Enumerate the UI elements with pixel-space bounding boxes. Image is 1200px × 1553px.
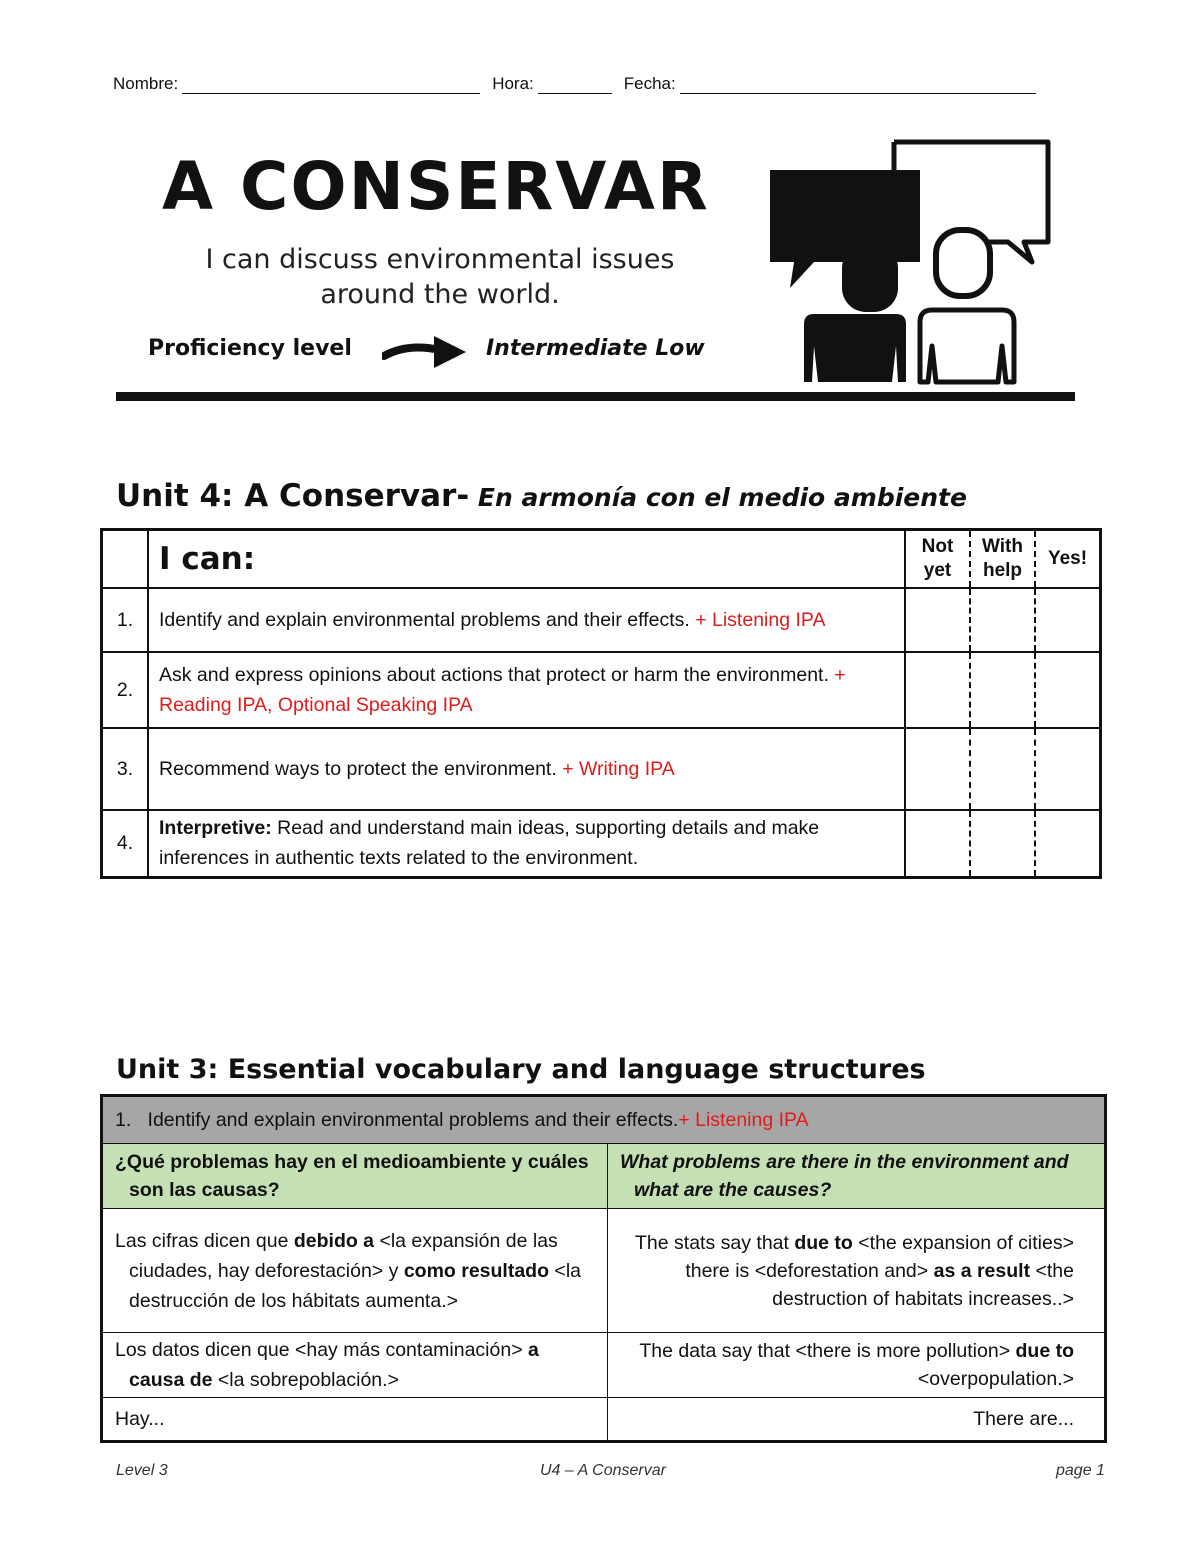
- not-yet-line-1: Not: [921, 535, 954, 557]
- unit4-title: [116, 478, 967, 514]
- not-yet-checkbox[interactable]: [905, 810, 970, 878]
- text-fragment: <la destrucción de los hábitats aumenta.>: [129, 1259, 581, 1312]
- with-help-line-2: help: [982, 559, 1023, 581]
- arrow-right-icon: [382, 332, 468, 372]
- can-do-line-2: around the world.: [320, 279, 560, 310]
- name-label: Nombre:: [113, 74, 179, 93]
- header-num-cell: [102, 530, 149, 588]
- text-fragment: Los datos dicen que <hay más contaminación>: [115, 1339, 529, 1361]
- not-yet-checkbox[interactable]: [905, 728, 970, 810]
- key-phrase: como resultado: [403, 1259, 550, 1282]
- hour-blank[interactable]: [538, 75, 612, 94]
- yes-checkbox[interactable]: [1035, 588, 1101, 652]
- spanish-sentence: [102, 1333, 608, 1398]
- goal-statement: Read and understand main ideas, supporting details and make inferences in authentic texts related to the environment.: [159, 817, 820, 870]
- section-text: Identify and explain environmental problems and their effects.: [147, 1109, 679, 1131]
- yes-checkbox[interactable]: [1035, 728, 1101, 810]
- not-yet-checkbox[interactable]: [905, 588, 970, 652]
- text-fragment: <the expansion of cities> there is <deforestation and>: [685, 1231, 1074, 1282]
- name-blank[interactable]: [182, 75, 480, 94]
- section-assessment-note: + Listening IPA: [678, 1109, 809, 1131]
- can-do-line-1: I can discuss environmental issues: [205, 244, 675, 275]
- with-help-checkbox[interactable]: [970, 588, 1035, 652]
- yes-checkbox[interactable]: [1035, 652, 1101, 728]
- goal-text: [148, 810, 905, 878]
- proficiency-label: Proficiency level: [148, 336, 352, 361]
- hour-label: Hora:: [492, 74, 534, 93]
- with-help-checkbox[interactable]: [970, 728, 1035, 810]
- key-phrase: as a result: [933, 1259, 1031, 1282]
- can-do-statement: [150, 242, 730, 312]
- row-number: 2.: [102, 652, 149, 728]
- key-phrase: a causa de: [129, 1339, 539, 1391]
- question-english: [608, 1144, 1106, 1209]
- assessment-note: + Listening IPA: [695, 608, 826, 631]
- text-fragment: The stats say that: [635, 1231, 795, 1254]
- english-sentence: [608, 1333, 1106, 1398]
- spanish-sentence: Hay...: [102, 1398, 608, 1442]
- row-number: 3.: [102, 728, 149, 810]
- yes-header: Yes!: [1035, 530, 1101, 588]
- row-number: 4.: [102, 810, 149, 878]
- assessment-note: + Writing IPA: [562, 757, 675, 780]
- question-spanish: [102, 1144, 608, 1209]
- assessment-note: + Reading IPA, Optional Speaking IPA: [159, 663, 846, 716]
- not-yet-checkbox[interactable]: [905, 652, 970, 728]
- goal-text: [148, 588, 905, 652]
- question-english-text: What problems are there in the environment and what are the causes?: [620, 1151, 1069, 1201]
- date-label: Fecha:: [623, 74, 676, 93]
- table-header-row: [102, 530, 1101, 588]
- table-row: [102, 1333, 1106, 1398]
- page-title: A CONSERVAR: [162, 148, 710, 225]
- text-fragment: <the destruction of habitats increases..>: [772, 1259, 1074, 1310]
- question-row: [102, 1144, 1106, 1209]
- with-help-checkbox[interactable]: [970, 810, 1035, 878]
- table-row: [102, 1398, 1106, 1442]
- section-header-row: [102, 1096, 1106, 1144]
- table-row: [102, 1209, 1106, 1333]
- table-row: [102, 728, 1101, 810]
- unit4-title-subtitle: En armonía con el medio ambiente: [469, 483, 967, 512]
- english-sentence: There are...: [608, 1398, 1106, 1442]
- table-row: [102, 810, 1101, 878]
- text-fragment: <overpopulation.>: [917, 1368, 1074, 1390]
- not-yet-line-2: yet: [923, 559, 952, 581]
- table-row: [102, 588, 1101, 652]
- goal-text: [148, 652, 905, 728]
- footer-page-number: page 1: [1056, 1462, 1105, 1479]
- key-phrase: debido a: [293, 1229, 375, 1252]
- text-fragment: Las cifras dicen que: [115, 1229, 294, 1252]
- vocabulary-table: [100, 1094, 1107, 1443]
- footer-unit: U4 – A Conservar: [540, 1462, 666, 1479]
- student-info-line: [113, 74, 1073, 94]
- goal-statement: Identify and explain environmental problems and their effects.: [159, 608, 696, 631]
- text-fragment: The data say that <there is more pollution>: [639, 1340, 1016, 1362]
- goal-statement: Recommend ways to protect the environment.: [159, 757, 563, 780]
- unit4-title-main: Unit 4: A Conservar-: [116, 478, 470, 514]
- with-help-header: [970, 530, 1035, 588]
- section-header: [102, 1096, 1106, 1144]
- question-spanish-text: ¿Qué problemas hay en el medioambiente y cuáles son las causas?: [115, 1151, 589, 1201]
- unit3-title: Unit 3: Essential vocabulary and language structures: [116, 1054, 926, 1085]
- header-divider: [116, 392, 1075, 401]
- with-help-line-1: With: [982, 535, 1023, 557]
- spanish-sentence: [102, 1209, 608, 1333]
- text-fragment: <la sobrepoblación.>: [212, 1369, 399, 1391]
- yes-checkbox[interactable]: [1035, 810, 1101, 878]
- text-fragment: <la expansión de las ciudades, hay deforestación> y: [129, 1229, 558, 1282]
- goal-statement: Ask and express opinions about actions that protect or harm the environment.: [159, 663, 835, 686]
- not-yet-header: [905, 530, 970, 588]
- section-number: 1.: [115, 1109, 132, 1131]
- key-phrase: due to: [1015, 1340, 1074, 1362]
- row-number: 1.: [102, 588, 149, 652]
- goal-text: [148, 728, 905, 810]
- key-phrase: due to: [794, 1231, 853, 1254]
- english-sentence: [608, 1209, 1106, 1333]
- conversation-people-icon: [768, 138, 1058, 386]
- proficiency-value: Intermediate Low: [486, 336, 705, 361]
- table-row: [102, 652, 1101, 728]
- ican-header: I can:: [148, 530, 905, 588]
- date-blank[interactable]: [680, 75, 1036, 94]
- unit4-goals-table: [100, 528, 1102, 879]
- with-help-checkbox[interactable]: [970, 652, 1035, 728]
- goal-mode-label: Interpretive:: [159, 817, 272, 840]
- footer-level: Level 3: [116, 1462, 168, 1479]
